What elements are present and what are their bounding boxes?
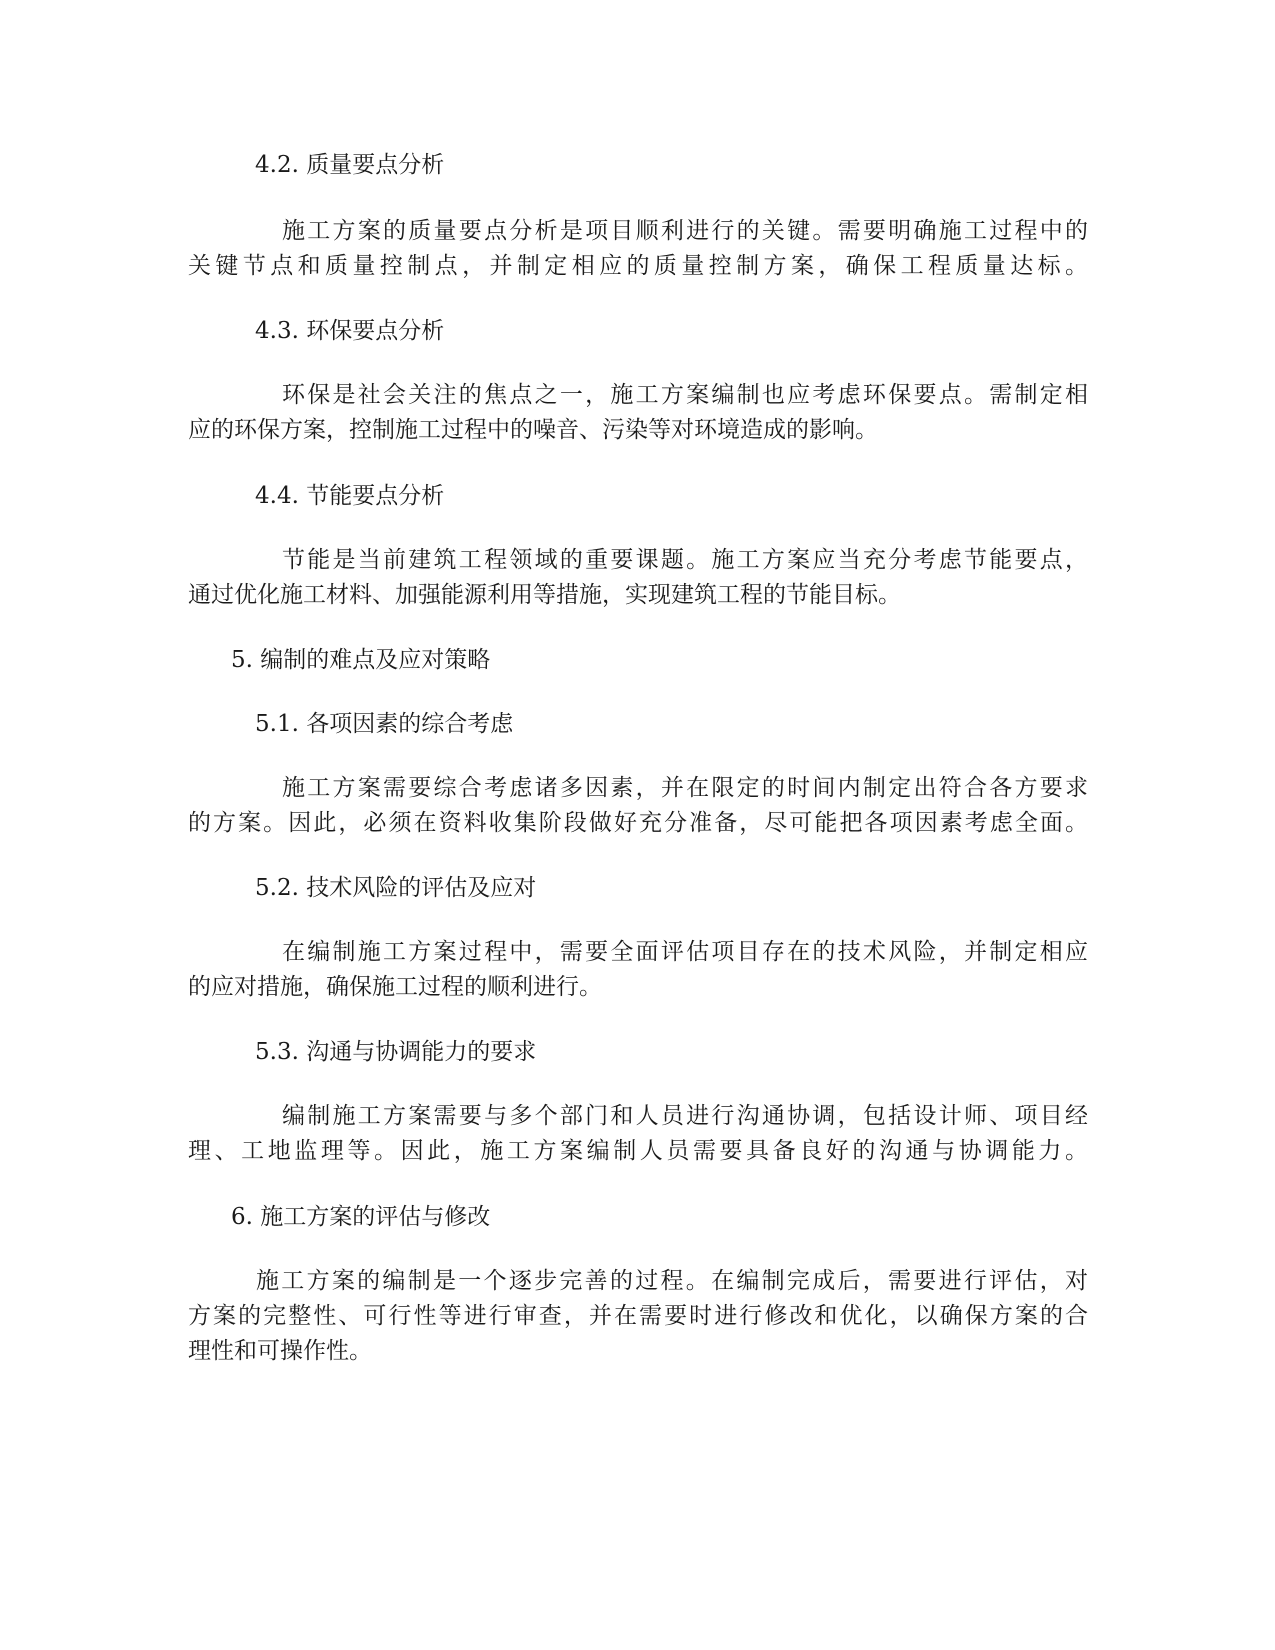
paragraph-line: 理、工地监理等。因此，施工方案编制人员需要具备良好的沟通与协调能力。 bbox=[188, 1138, 1088, 1164]
heading-4-2: 4.2. 质量要点分析 bbox=[255, 152, 445, 178]
heading-6: 6. 施工方案的评估与修改 bbox=[231, 1204, 491, 1230]
paragraph-line: 通过优化施工材料、加强能源利用等措施，实现建筑工程的节能目标。 bbox=[188, 582, 901, 608]
paragraph-line: 编制施工方案需要与多个部门和人员进行沟通协调，包括设计师、项目经 bbox=[282, 1103, 1088, 1129]
heading-5-3: 5.3. 沟通与协调能力的要求 bbox=[255, 1039, 537, 1065]
paragraph-line: 方案的完整性、可行性等进行审查，并在需要时进行修改和优化，以确保方案的合 bbox=[188, 1303, 1088, 1329]
paragraph-line: 的方案。因此，必须在资料收集阶段做好充分准备，尽可能把各项因素考虑全面。 bbox=[188, 810, 1088, 836]
paragraph-line: 节能是当前建筑工程领域的重要课题。施工方案应当充分考虑节能要点， bbox=[282, 547, 1088, 573]
heading-4-4: 4.4. 节能要点分析 bbox=[255, 483, 445, 509]
paragraph-line: 关键节点和质量控制点，并制定相应的质量控制方案，确保工程质量达标。 bbox=[188, 253, 1088, 279]
paragraph-line: 施工方案的编制是一个逐步完善的过程。在编制完成后，需要进行评估，对 bbox=[256, 1268, 1088, 1294]
paragraph-line: 环保是社会关注的焦点之一，施工方案编制也应考虑环保要点。需制定相 bbox=[282, 382, 1088, 408]
heading-5-1: 5.1. 各项因素的综合考虑 bbox=[255, 711, 514, 737]
paragraph-line: 的应对措施，确保施工过程的顺利进行。 bbox=[188, 974, 602, 1000]
paragraph-line: 在编制施工方案过程中，需要全面评估项目存在的技术风险，并制定相应 bbox=[282, 939, 1088, 965]
paragraph-line: 施工方案需要综合考虑诸多因素，并在限定的时间内制定出符合各方要求 bbox=[282, 775, 1088, 801]
paragraph-line: 理性和可操作性。 bbox=[188, 1338, 372, 1364]
heading-4-3: 4.3. 环保要点分析 bbox=[255, 318, 445, 344]
heading-5: 5. 编制的难点及应对策略 bbox=[231, 647, 491, 673]
paragraph-line: 施工方案的质量要点分析是项目顺利进行的关键。需要明确施工过程中的 bbox=[282, 218, 1088, 244]
paragraph-line: 应的环保方案，控制施工过程中的噪音、污染等对环境造成的影响。 bbox=[188, 417, 878, 443]
heading-5-2: 5.2. 技术风险的评估及应对 bbox=[255, 875, 537, 901]
